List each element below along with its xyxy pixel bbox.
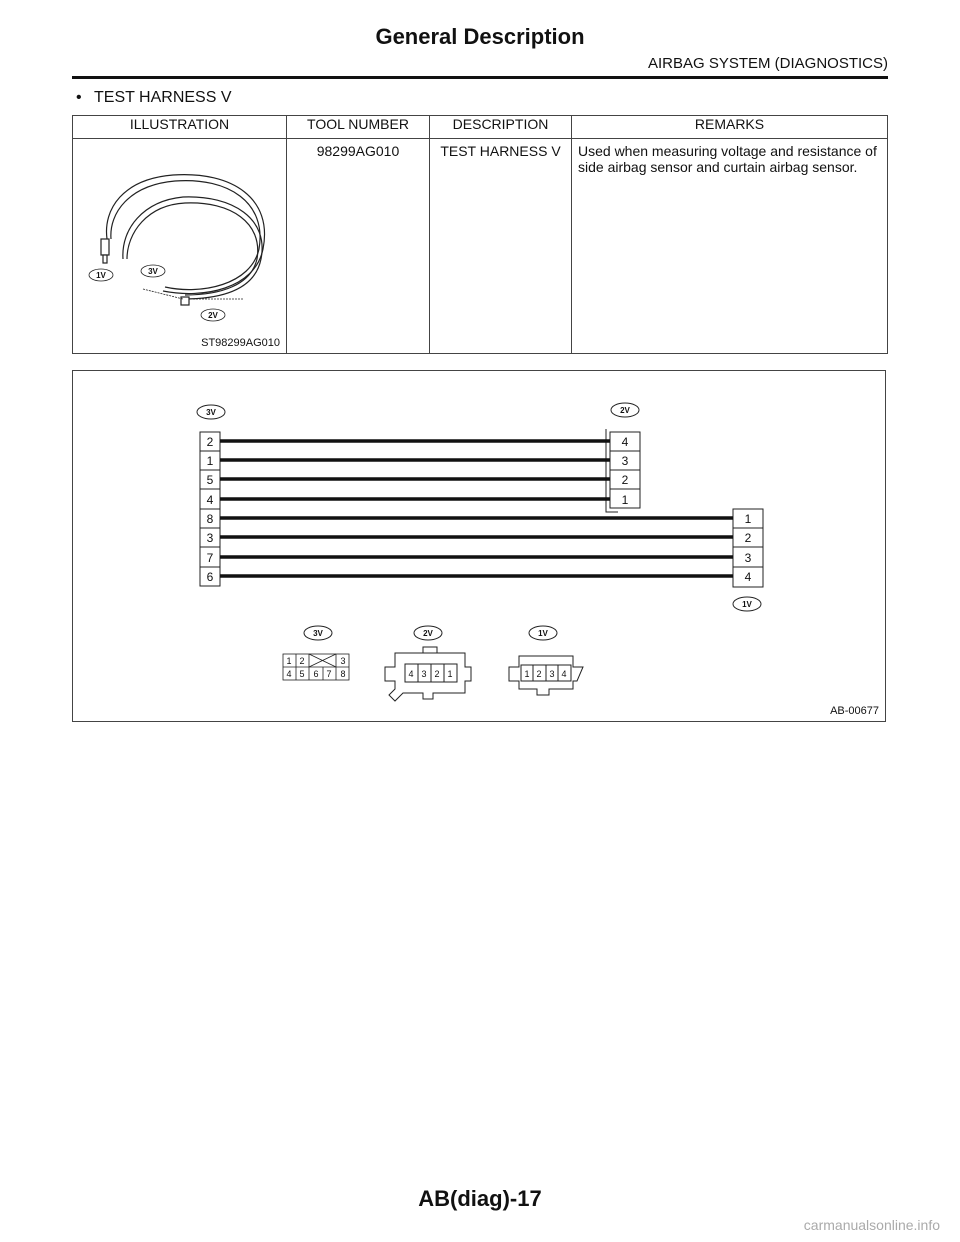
face-1v-2: 2 [536,669,542,679]
header-rule [72,76,888,79]
pin-2v-4: 1 [621,493,629,507]
face-3v-top-1: 1 [286,656,292,666]
illus-label-1v: 1V [96,271,106,280]
tool-table [72,115,888,354]
watermark: carmanualsonline.info [803,1217,940,1233]
face-3v-bottom-3: 6 [313,669,319,679]
wiring-diagram-box [72,370,886,722]
face-label-3v: 3V [313,629,323,638]
diagram-code: AB-00677 [830,705,879,717]
face-label-2v: 2V [423,629,433,638]
col-header-remarks: REMARKS [572,116,888,139]
face-2v-1: 4 [408,669,414,679]
cell-description: TEST HARNESS V [430,139,572,354]
face-3v-top-2: 2 [299,656,305,666]
diagram-label-1v: 1V [742,600,752,609]
illustration-code: ST98299AG010 [201,337,280,349]
pin-2v-2: 3 [621,454,629,468]
face-3v-bottom-2: 5 [299,669,305,679]
connector-face-1v [509,656,583,695]
bullet-title [76,89,232,107]
harness-illustration [73,139,287,345]
pin-3v-2: 1 [206,454,214,468]
face-label-1v: 1V [538,629,548,638]
face-1v-4: 4 [561,669,567,679]
wiring-diagram [73,371,885,721]
section-header: AIRBAG SYSTEM (DIAGNOSTICS) [647,55,888,72]
illustration-cell [73,139,287,354]
pin-1v-2: 2 [744,531,752,545]
pin-3v-8: 6 [206,570,214,584]
face-1v-1: 1 [524,669,530,679]
col-header-description: DESCRIPTION [430,116,572,139]
face-3v-bottom-5: 8 [340,669,346,679]
page-title: General Description [375,24,585,49]
pin-2v-1: 4 [621,435,629,449]
face-2v-2: 3 [421,669,427,679]
bullet-text: TEST HARNESS V [94,89,232,106]
pin-3v-1: 2 [206,435,214,449]
pin-1v-4: 4 [744,570,752,584]
pin-3v-7: 7 [206,551,214,565]
illus-label-2v: 2V [208,311,218,320]
page-number: AB(diag)-17 [418,1186,542,1211]
face-3v-top-3: 3 [340,656,346,666]
pin-1v-3: 3 [744,551,752,565]
pin-3v-5: 8 [206,512,214,526]
face-2v-4: 1 [447,669,453,679]
illus-label-3v: 3V [148,267,158,276]
diagram-label-2v: 2V [620,406,630,415]
connector-face-2v [385,647,471,701]
pin-3v-4: 4 [206,493,214,507]
col-header-illustration: ILLUSTRATION [73,116,287,139]
face-3v-bottom-1: 4 [286,669,292,679]
pin-2v-3: 2 [621,473,629,487]
face-3v-bottom-4: 7 [326,669,332,679]
pin-3v-3: 5 [206,473,214,487]
pin-1v-1: 1 [744,512,752,526]
table-row [73,139,888,354]
diagram-label-3v: 3V [206,408,216,417]
col-header-tool-number: TOOL NUMBER [287,116,430,139]
cell-remarks: Used when measuring voltage and resistance of side airbag sensor and curtain airbag sensor. [572,139,888,354]
face-1v-3: 3 [549,669,555,679]
face-2v-3: 2 [434,669,440,679]
bullet-icon: • [76,89,82,106]
cell-tool-number: 98299AG010 [287,139,430,354]
table-header-row [73,116,888,139]
pin-3v-6: 3 [206,531,214,545]
